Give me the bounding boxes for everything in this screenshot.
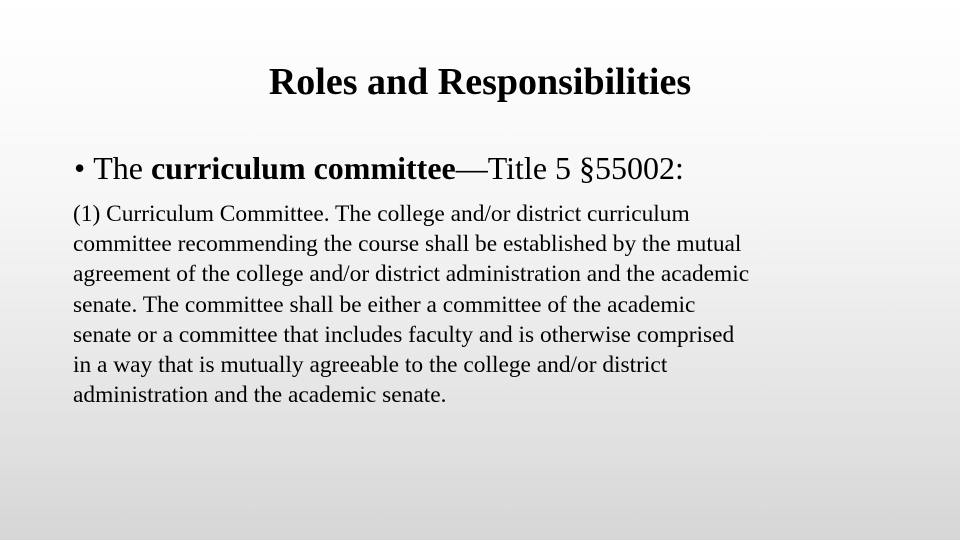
body-line-4: senate. The committee shall be either a committee of the academic — [73, 291, 696, 318]
body-line-2: committee recommending the course shall be established by the mutual — [73, 231, 742, 258]
bullet-heading — [74, 148, 914, 188]
body-paragraph — [73, 199, 903, 410]
bullet-suffix: —Title 5 §55002: — [455, 150, 684, 186]
slide-title: Roles and Responsibilities — [268, 61, 692, 103]
body-line-5: senate or a committee that includes faculty and is otherwise comprised — [73, 321, 735, 348]
bullet-bold-term: curriculum committee — [150, 150, 456, 186]
body-line-1: (1) Curriculum Committee. The college and/or district curriculum — [73, 201, 690, 227]
body-line-3: agreement of the college and/or district administration and the academic — [73, 261, 750, 288]
body-line-6: in a way that is mutually agreeable to the college and/or district — [73, 352, 668, 379]
body-line-7: administration and the academic senate. — [73, 382, 447, 409]
bullet-icon: • — [74, 150, 86, 186]
bullet-prefix: The — [93, 150, 151, 186]
